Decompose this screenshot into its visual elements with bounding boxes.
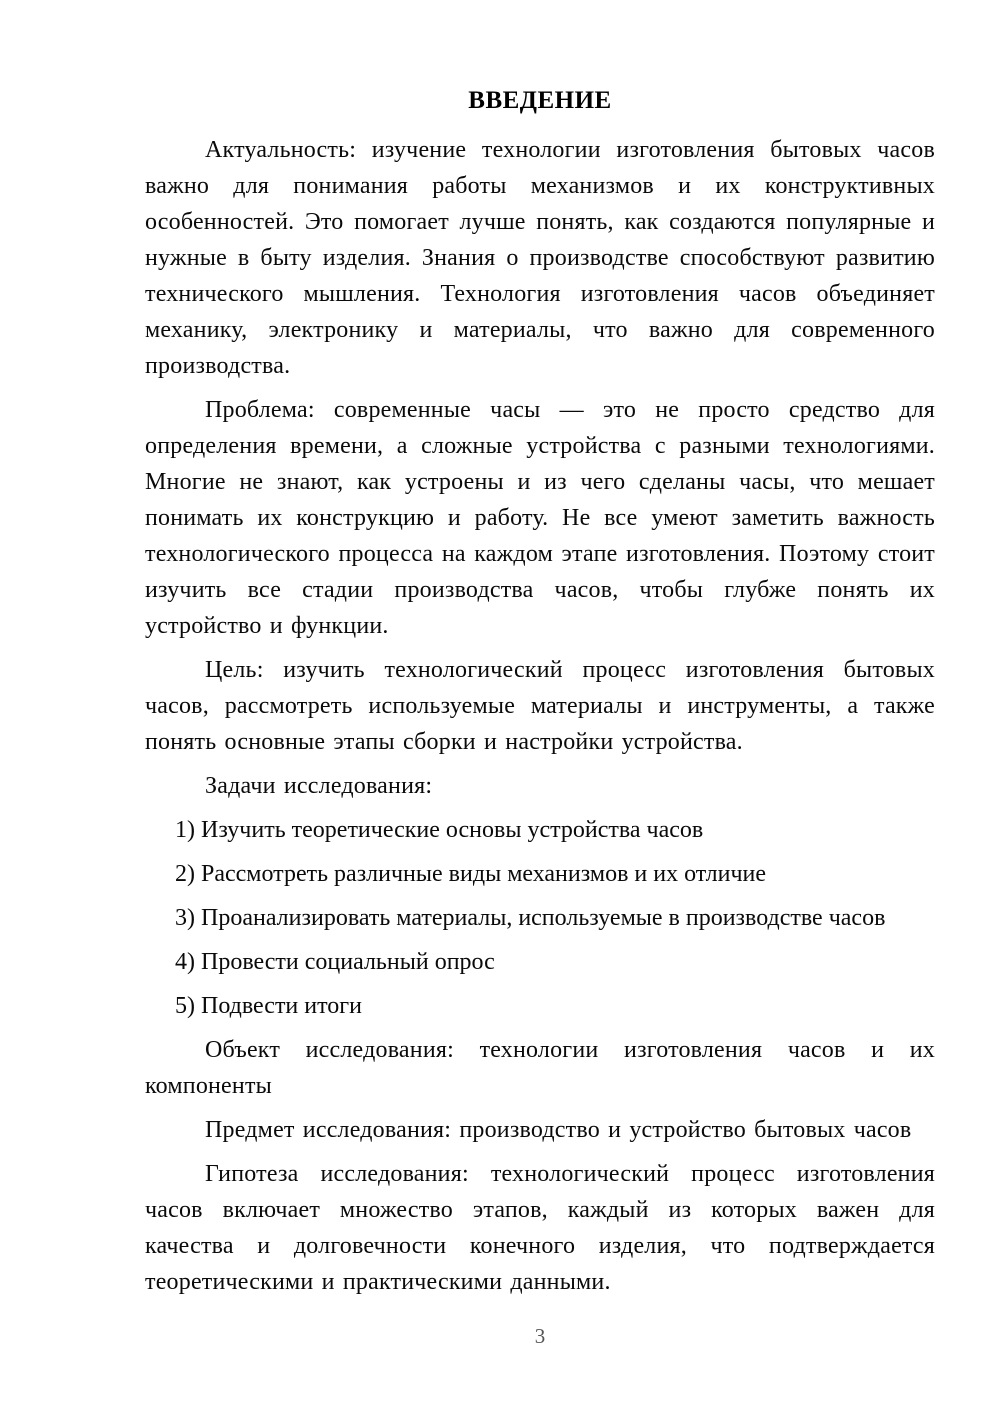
task-item-5: 5) Подвести итоги bbox=[175, 993, 362, 1019]
task-item-1: 1) Изучить теоретические основы устройства часов bbox=[175, 817, 704, 843]
task-item-3: 3) Проанализировать материалы, используемые в производстве часов bbox=[175, 905, 886, 931]
paragraph-problem: Проблема: современные часы — это не просто средство для определения времени, а сложные устройства с разными технологиями. Многие не знают, как устроены и из чего сделаны часы, что мешает понимать их конструкцию и работу. Не все умеют заметить важность технологического процесса на каждом этапе изготовления. Поэтому стоит изучить все стадии производства часов, чтобы глубже понять их устройство и функции. bbox=[145, 397, 935, 639]
section-title: ВВЕДЕНИЕ bbox=[468, 87, 612, 114]
paragraph-subject: Предмет исследования: производство и устройство бытовых часов bbox=[205, 1117, 912, 1143]
paragraph-goal: Цель: изучить технологический процесс изготовления бытовых часов, рассмотреть используемые материалы и инструменты, а также понять основные этапы сборки и настройки устройства. bbox=[145, 657, 935, 755]
paragraph-hypothesis: Гипотеза исследования: технологический процесс изготовления часов включает множество этапов, каждый из которых важен для качества и долговечности конечного изделия, что подтверждается теоретическими и практическими данными. bbox=[145, 1161, 935, 1295]
task-item-2: 2) Рассмотреть различные виды механизмов и их отличие bbox=[175, 861, 767, 887]
task-item-4: 4) Провести социальный опрос bbox=[175, 949, 495, 975]
tasks-heading: Задачи исследования: bbox=[205, 773, 433, 799]
page-number: 3 bbox=[534, 1324, 546, 1348]
paragraph-object: Объект исследования: технологии изготовления часов и их компоненты bbox=[145, 1037, 935, 1099]
paragraph-relevance: Актуальность: изучение технологии изготовления бытовых часов важно для понимания работы механизмов и их конструктивных особенностей. Это помогает лучше понять, как создаются популярные и нужные в быту изделия. Знания о производстве способствуют развитию технического мышления. Технология изготовления часов объединяет механику, электронику и материалы, что важно для современного производства. bbox=[145, 137, 935, 379]
